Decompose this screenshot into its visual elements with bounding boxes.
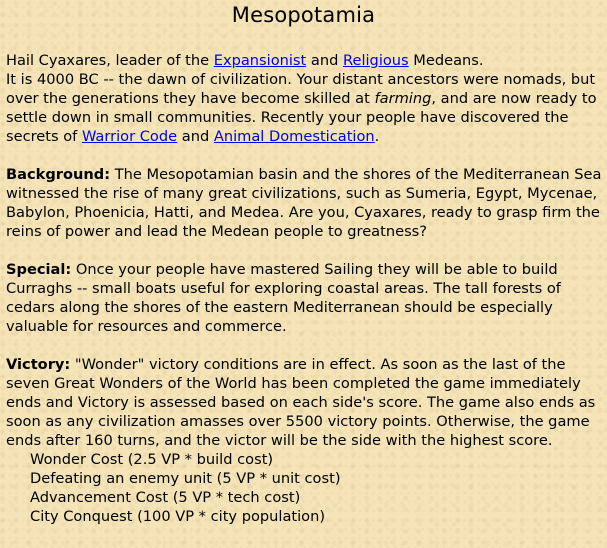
animal-domestication-link[interactable]: Animal Domestication [213, 128, 375, 145]
background-heading: Background: [6, 166, 111, 183]
scoring-item: Advancement Cost (5 VP * tech cost) [30, 489, 301, 506]
farming-text: farming [374, 90, 432, 107]
victory-heading: Victory: [6, 356, 71, 373]
scoring-list [30, 450, 602, 526]
intro-story-text-2: , and are now ready to settle down in small communities. Recently your people have discovered the secrets of [6, 90, 597, 145]
intro-and-text: and [306, 52, 343, 69]
intro-end-text: . [374, 128, 380, 145]
scenario-description [6, 51, 602, 526]
scoring-item: Wonder Cost (2.5 VP * build cost) [30, 451, 274, 468]
victory-paragraph [6, 355, 602, 450]
special-paragraph [6, 260, 602, 336]
intro-people-text: Medeans. [408, 52, 484, 69]
victory-text: "Wonder" victory conditions are in effect. As soon as the last of the seven Great Wonders of the World has been completed the game immediately ends and Victory is assessed based on each side's score. The game also ends as soon as any civilization amasses over 5500 victory points. Otherwise, the game ends after 160 turns, and the victor will be the side with the highest score. [6, 356, 596, 449]
intro-paragraph [6, 51, 602, 146]
intro-story-text: It is 4000 BC -- the dawn of civilization. Your distant ancestors were nomads, but over the generations they have become skilled at [6, 71, 596, 107]
background-text: The Mesopotamian basin and the shores of the Mediterranean Sea witnessed the rise of many great civilizations, such as Sumeria, Egypt, Mycenae, Babylon, Phoenicia, Hatti, and Medea. Are you, Cyaxares, ready to grasp firm the reins of power and lead the Medean people to greatness? [6, 166, 602, 240]
scenario-title: Mesopotamia [231, 3, 376, 27]
warrior-code-link[interactable]: Warrior Code [81, 128, 178, 145]
scoring-item: Defeating an enemy unit (5 VP * unit cost) [30, 470, 341, 487]
intro-greeting: Hail Cyaxares, leader of the [6, 52, 214, 69]
intro-and-text-2: and [177, 128, 214, 145]
special-heading: Special: [6, 261, 72, 278]
background-paragraph [6, 165, 602, 241]
special-text: Once your people have mastered Sailing they will be able to build Curraghs -- small boats useful for exploring coastal areas. The tall forests of cedars along the shores of the eastern Mediterranean should be especially valuable for resources and commerce. [6, 261, 561, 335]
religious-link[interactable]: Religious [342, 52, 409, 69]
expansionist-link[interactable]: Expansionist [213, 52, 307, 69]
scoring-item: City Conquest (100 VP * city population) [30, 508, 326, 525]
